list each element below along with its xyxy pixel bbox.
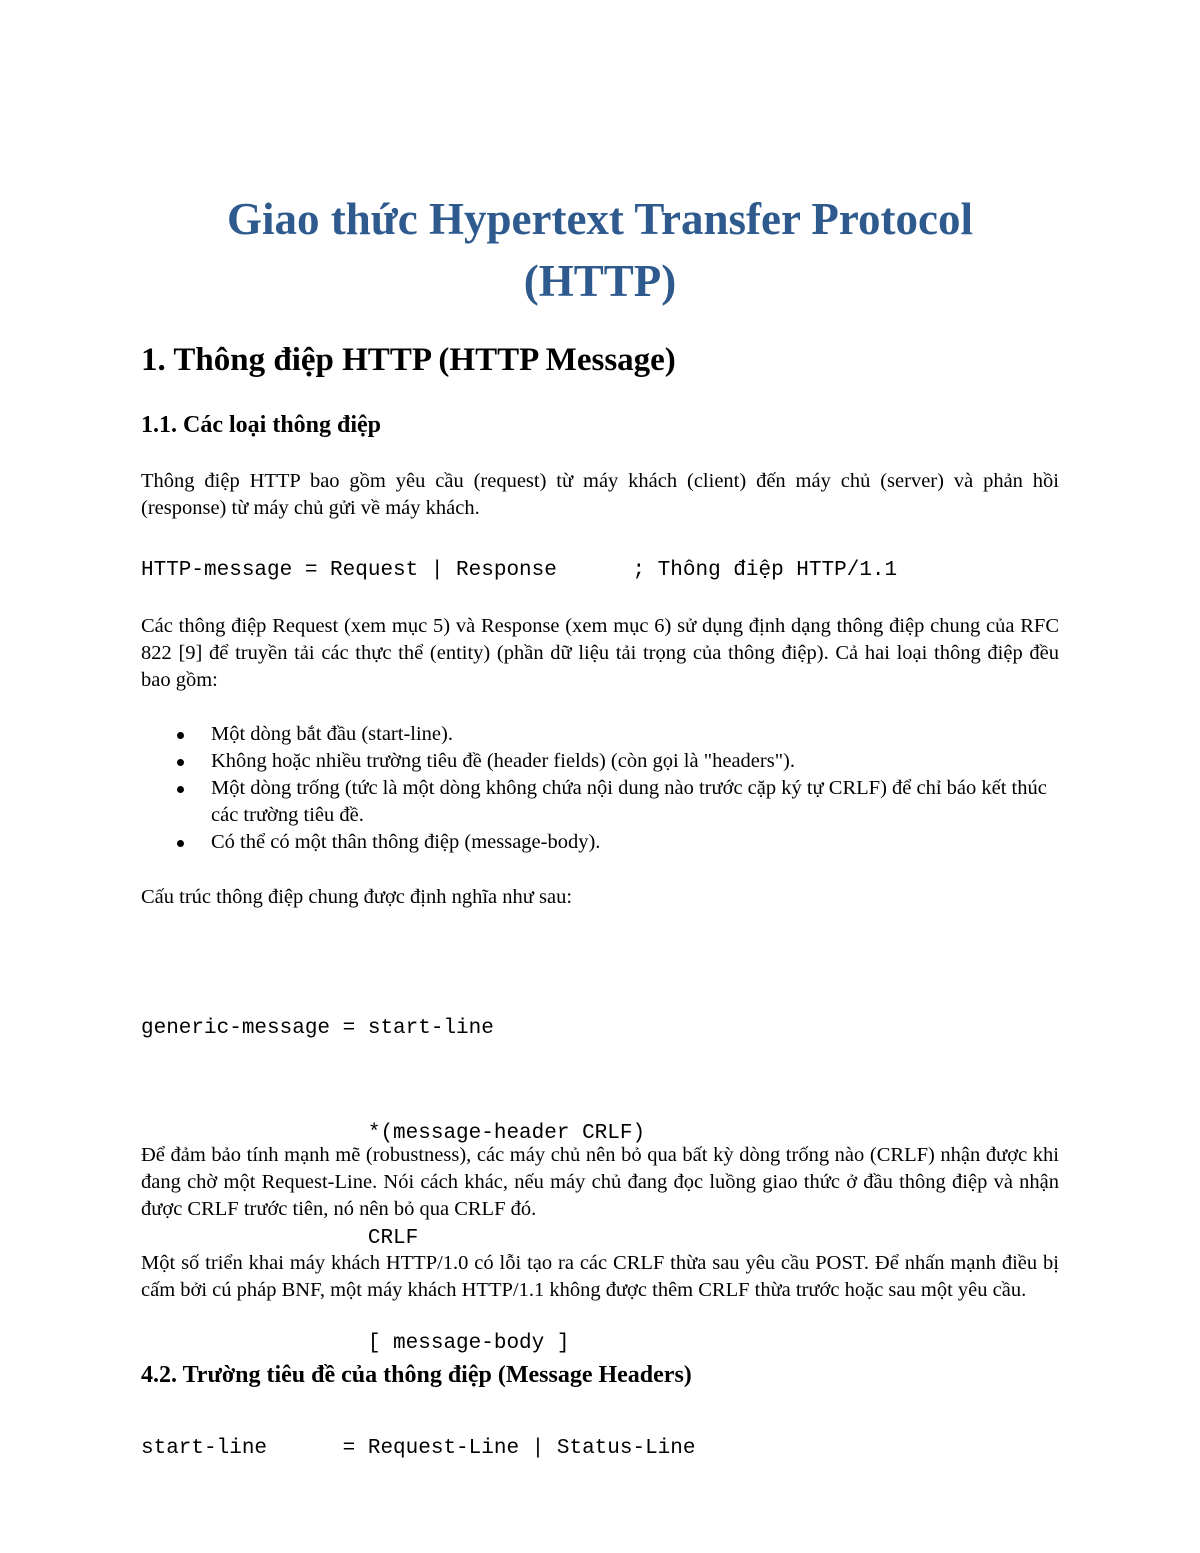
- code-line: *(message-header CRLF): [141, 1122, 646, 1145]
- list-item: [141, 748, 1059, 775]
- document-title-line1: Giao thức Hypertext Transfer Protocol: [226, 194, 973, 244]
- list-item-text: Một dòng trống (tức là một dòng không chứa nội dung nào trước cặp ký tự CRLF) để chỉ báo kết thúc các trường tiêu đề.: [211, 777, 1047, 826]
- paragraph-message-format: Các thông điệp Request (xem mục 5) và Response (xem mục 6) sử dụng định dạng thông điệp chung của RFC 822 [9] để truyền tải các thực thể (entity) (phần dữ liệu tải trọng của thông điệp). Cả hai loại thông điệp đều bao gồm:: [141, 615, 1059, 691]
- paragraph-robustness: Để đảm bảo tính mạnh mẽ (robustness), các máy chủ nên bỏ qua bất kỳ dòng trống nào (CRLF) nhận được khi đang chờ một Request-Line. Nói cách khác, nếu máy chủ đang đọc luồng giao thức ở đầu thông điệp và nhận được CRLF trước tiên, nó nên bỏ qua CRLF đó.: [141, 1144, 1059, 1220]
- section-1-heading: 1. Thông điệp HTTP (HTTP Message): [141, 342, 676, 378]
- list-item: [141, 775, 1059, 829]
- code-line: generic-message = start-line: [141, 1017, 494, 1040]
- list-item-text: Có thể có một thân thông điệp (message-body).: [211, 831, 601, 853]
- bullet-icon: [177, 732, 184, 739]
- code-generic-message: [141, 941, 696, 1536]
- code-line: start-line = Request-Line | Status-Line: [141, 1437, 696, 1460]
- paragraph-generic-structure: Cấu trúc thông điệp chung được định nghĩa như sau:: [141, 886, 573, 908]
- code-http-message: HTTP-message = Request | Response ; Thông điệp HTTP/1.1: [141, 559, 898, 582]
- code-line: CRLF: [141, 1227, 419, 1250]
- bullet-icon: [177, 840, 184, 847]
- section-4-2-heading: 4.2. Trường tiêu đề của thông điệp (Message Headers): [141, 1362, 692, 1388]
- paragraph-intro: Thông điệp HTTP bao gồm yêu cầu (request) từ máy khách (client) đến máy chủ (server) và phản hồi (response) từ máy chủ gửi về máy khách.: [141, 470, 1059, 519]
- list-item: [141, 721, 1059, 748]
- code-line: [ message-body ]: [141, 1332, 570, 1355]
- list-item: [141, 829, 1059, 856]
- message-parts-list: [141, 721, 1059, 856]
- list-item-text: Một dòng bắt đầu (start-line).: [211, 723, 453, 745]
- paragraph-http10-bug: Một số triển khai máy khách HTTP/1.0 có lỗi tạo ra các CRLF thừa sau yêu cầu POST. Để nhấn mạnh điều bị cấm bởi cú pháp BNF, một máy khách HTTP/1.1 không được thêm CRLF thừa trước hoặc sau một yêu cầu.: [141, 1252, 1059, 1301]
- bullet-icon: [177, 759, 184, 766]
- document-title: [141, 188, 1059, 312]
- list-item-text: Không hoặc nhiều trường tiêu đề (header fields) (còn gọi là "headers").: [211, 750, 796, 772]
- section-1-1-heading: 1.1. Các loại thông điệp: [141, 412, 382, 438]
- document-title-line2: (HTTP): [523, 256, 677, 306]
- bullet-icon: [177, 786, 184, 793]
